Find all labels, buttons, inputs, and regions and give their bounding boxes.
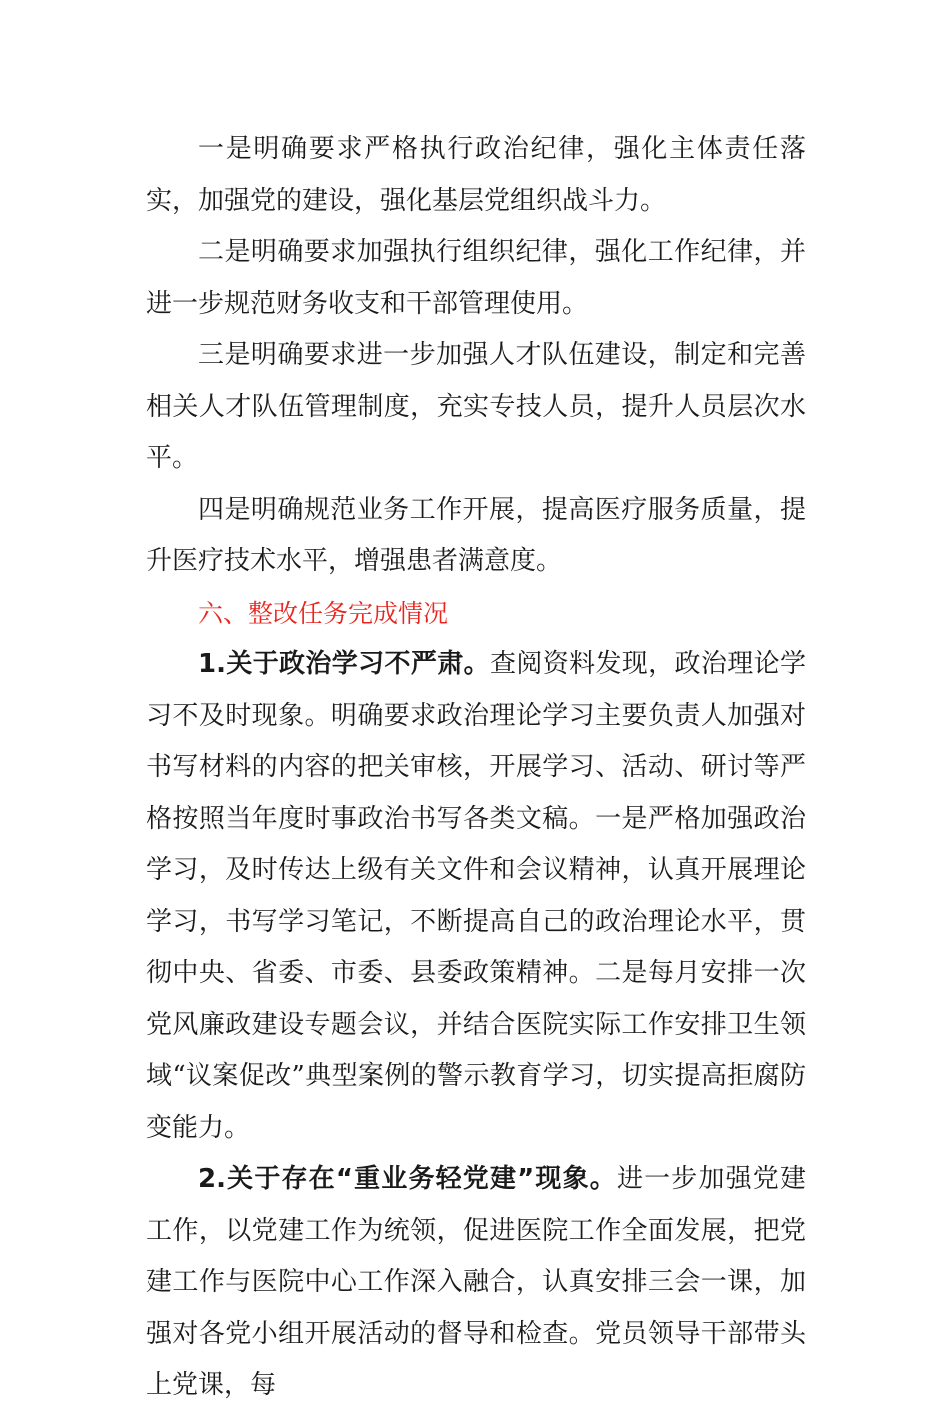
- paragraph-4: 四是明确规范业务工作开展，提高医疗服务质量，提升医疗技术水平，增强患者满意度。: [146, 494, 806, 576]
- item-1-text: 查阅资料发现，政治理论学习不及时现象。明确要求政治理论学习主要负责人加强对书写材料的内容的把关审核，开展学习、活动、研讨等严格按照当年度时事政治书写各类文稿。一是严格加强政治学习，及时传达上级有关文件和会议精神，认真开展理论学习，书写学习笔记，不断提高自己的政治理论水平，贯彻中央、省委、市委、县委政策精神。二是每月安排一次党风廉政建设专题会议，并结合医院实际工作安排卫生领域“议案促改”典型案例的警示教育学习，切实提高拒腐防变能力。: [146, 649, 806, 1143]
- item-1-lead: 1.关于政治学习不严肃。: [198, 649, 490, 679]
- paragraph-3: 三是明确要求进一步加强人才队伍建设，制定和完善相关人才队伍管理制度，充实专技人员，提升人员层次水平。: [146, 340, 806, 473]
- section-heading: 六、整改任务完成情况: [198, 598, 449, 628]
- item-1-paragraph: [146, 639, 806, 1154]
- paragraph-2: 二是明确要求加强执行组织纪律，强化工作纪律，并进一步规范财务收支和干部管理使用。: [146, 237, 806, 319]
- item-2-paragraph: [146, 1154, 806, 1412]
- item-2-text: 进一步加强党建工作，以党建工作为统领，促进医院工作全面发展，把党建工作与医院中心工作深入融合，认真安排三会一课，加强对各党小组开展活动的督导和检查。党员领导干部带头上党课，每: [146, 1164, 806, 1400]
- paragraph-1: 一是明确要求严格执行政治纪律，强化主体责任落实，加强党的建设，强化基层党组织战斗力。: [146, 134, 806, 216]
- item-2-lead: 2.关于存在“重业务轻党建”现象。: [198, 1164, 617, 1194]
- document-body: [146, 124, 806, 1412]
